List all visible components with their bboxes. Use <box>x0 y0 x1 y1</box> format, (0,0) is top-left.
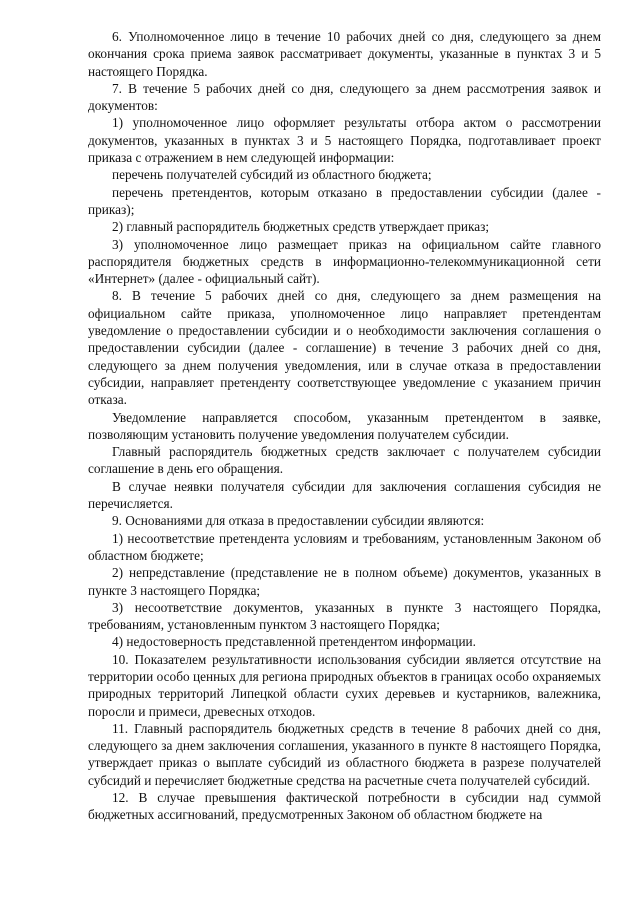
paragraph-9-3: 3) несоответствие документов, указанных в пункте 3 настоящего Порядка, требованиям, установленным пунктом 3 настоящего Порядка; <box>88 599 601 633</box>
paragraph-12: 12. В случае превышения фактической потребности в субсидии над суммой бюджетных ассигнований, предусмотренных Законом об областном бюджете на <box>88 790 601 823</box>
paragraph-8-no-show: В случае неявки получателя субсидии для заключения соглашения субсидия не перечисляется. <box>88 478 601 512</box>
paragraph-9-2: 2) непредставление (представление не в полном объеме) документов, указанных в пункте 3 настоящего Порядка; <box>88 565 601 598</box>
paragraph-8-agreement: Главный распорядитель бюджетных средств заключает с получателем субсидии соглашение в день его обращения. <box>88 444 601 477</box>
paragraph-9-1: 1) несоответствие претендента условиям и требованиям, установленным Законом об областном бюджете; <box>88 530 601 563</box>
paragraph-11: 11. Главный распорядитель бюджетных средств в течение 8 рабочих дней со дня, следующего за днем заключения соглашения, указанного в пункте 8 настоящего Порядка, утверждает приказ о выплате субсидий из областного бюджета в разрезе получателей субсидий и перечисляет бюджетные средства на расчетные счета получателей субсидий. <box>88 720 601 788</box>
document-body <box>88 28 601 824</box>
paragraph-7: 7. В течение 5 рабочих дней со дня, следующего за днем рассмотрения заявок и документов: <box>88 80 601 114</box>
paragraph-9: 9. Основаниями для отказа в предоставлении субсидии являются: <box>112 513 485 529</box>
paragraph-7-1-item-b: перечень претендентов, которым отказано в предоставлении субсидии (далее - приказ); <box>88 184 601 217</box>
paragraph-8-notice: Уведомление направляется способом, указанным претендентом в заявке, позволяющим установить получение уведомления получателем субсидии. <box>88 409 601 442</box>
paragraph-6: 6. Уполномоченное лицо в течение 10 рабочих дней со дня, следующего за днем окончания срока приема заявок рассматривает документы, указанные в пунктах 3 и 5 настоящего Порядка. <box>88 29 601 79</box>
paragraph-9-4: 4) недостоверность представленной претендентом информации. <box>112 634 477 650</box>
paragraph-8: 8. В течение 5 рабочих дней со дня, следующего за днем размещения на официальном сайте приказа, уполномоченное лицо направляет претендентам уведомление о предоставлении субсидии и о необходимости заключения соглашения о предоставлении субсидии (далее - соглашение) в течение 3 рабочих дней со дня, следующего за днем получения уведомления, или в случае отказа в предоставлении субсидии, направляет претенденту соответствующее уведомление с указанием причин отказа. <box>88 288 601 408</box>
paragraph-7-1: 1) уполномоченное лицо оформляет результаты отбора актом о рассмотрении документов, указанных в пунктах 3 и 5 настоящего Порядка, подготавливает проект приказа с отражением в нем следующей информации: <box>88 115 601 166</box>
paragraph-7-3: 3) уполномоченное лицо размещает приказ на официальном сайте главного распорядителя бюджетных средств в информационно-телекоммуникационной сети «Интернет» (далее - официальный сайт). <box>88 236 601 287</box>
paragraph-10: 10. Показателем результативности использования субсидии является отсутствие на территории особо ценных для региона природных объектов в границах особо охраняемых природных территорий Липецкой области сухих деревьев и кустарников, валежника, поросли и примеси, древесных отходов. <box>88 651 601 719</box>
paragraph-7-2: 2) главный распорядитель бюджетных средств утверждает приказ; <box>112 219 490 235</box>
paragraph-7-1-item-a: перечень получателей субсидий из областного бюджета; <box>112 167 432 183</box>
